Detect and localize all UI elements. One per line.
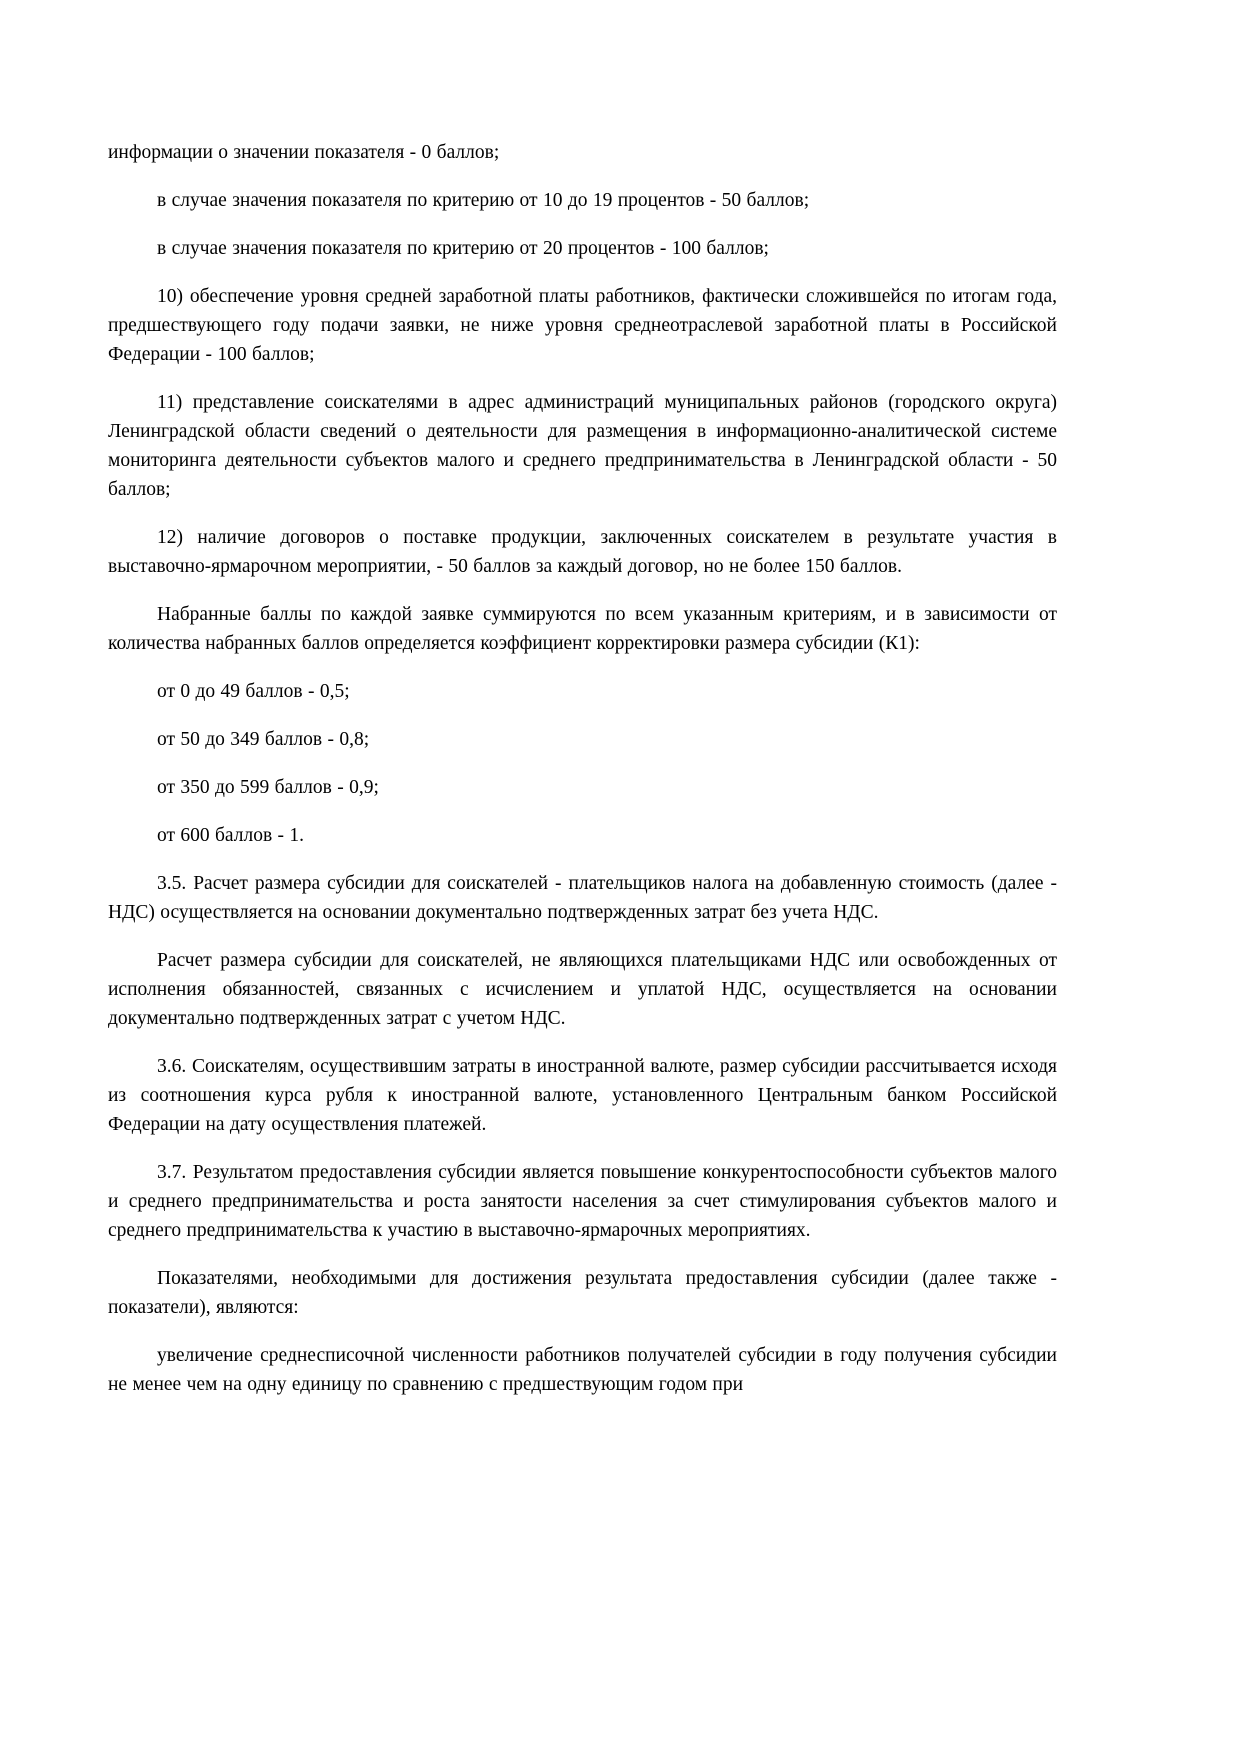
paragraph: информации о значении показателя - 0 баллов; xyxy=(108,142,500,163)
paragraph: Набранные баллы по каждой заявке суммируются по всем указанным критериям, и в зависимости от количества набранных баллов определяется коэффициент корректировки размера субсидии (К1): xyxy=(108,604,1057,654)
paragraph: Показателями, необходимыми для достижения результата предоставления субсидии (далее также - показатели), являются: xyxy=(108,1268,1057,1318)
paragraph: от 350 до 599 баллов - 0,9; xyxy=(157,777,379,798)
paragraph: 3.5. Расчет размера субсидии для соискателей - плательщиков налога на добавленную стоимость (далее - НДС) осуществляется на основании документально подтвержденных затрат без учета НДС. xyxy=(108,873,1057,923)
paragraph: в случае значения показателя по критерию от 20 процентов - 100 баллов; xyxy=(157,238,769,259)
paragraph: Расчет размера субсидии для соискателей, не являющихся плательщиками НДС или освобожденных от исполнения обязанностей, связанных с исчислением и уплатой НДС, осуществляется на основании документально подтвержденных затрат с учетом НДС. xyxy=(108,950,1057,1029)
paragraph: в случае значения показателя по критерию от 10 до 19 процентов - 50 баллов; xyxy=(157,190,810,211)
paragraph: 10) обеспечение уровня средней заработной платы работников, фактически сложившейся по итогам года, предшествующего году подачи заявки, не ниже уровня среднеотраслевой заработной платы в Российской Федерации - 100 баллов; xyxy=(108,286,1057,365)
paragraph: от 50 до 349 баллов - 0,8; xyxy=(157,729,370,750)
paragraph: 11) представление соискателями в адрес администраций муниципальных районов (городского округа) Ленинградской области сведений о деятельности для размещения в информационно-аналитической системе мониторинга деятельности субъектов малого и среднего предпринимательства в Ленинградской области - 50 баллов; xyxy=(108,392,1057,500)
paragraph: от 600 баллов - 1. xyxy=(157,825,305,846)
paragraph: 3.7. Результатом предоставления субсидии является повышение конкурентоспособности субъектов малого и среднего предпринимательства и роста занятости населения за счет стимулирования субъектов малого и среднего предпринимательства к участию в выставочно-ярмарочных мероприятиях. xyxy=(108,1162,1057,1241)
paragraph: от 0 до 49 баллов - 0,5; xyxy=(157,681,350,702)
document-body xyxy=(108,138,1057,1399)
paragraph: 3.6. Соискателям, осуществившим затраты в иностранной валюте, размер субсидии рассчитывается исходя из соотношения курса рубля к иностранной валюте, установленного Центральным банком Российской Федерации на дату осуществления платежей. xyxy=(108,1056,1057,1135)
paragraph: 12) наличие договоров о поставке продукции, заключенных соискателем в результате участия в выставочно-ярмарочном мероприятии, - 50 баллов за каждый договор, но не более 150 баллов. xyxy=(108,527,1057,577)
paragraph: увеличение среднесписочной численности работников получателей субсидии в году получения субсидии не менее чем на одну единицу по сравнению с предшествующим годом при xyxy=(108,1345,1057,1395)
